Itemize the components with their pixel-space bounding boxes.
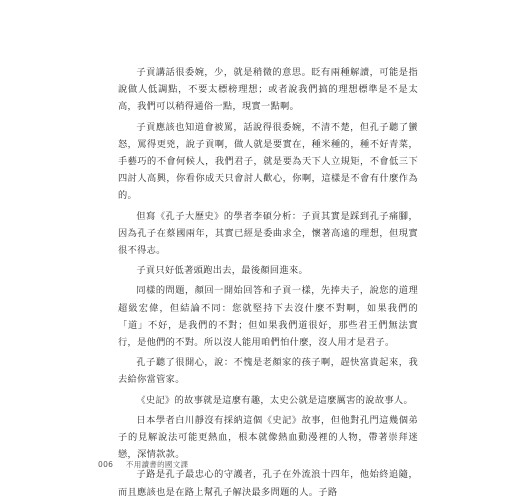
paragraph: 但寫《孔子大歷史》的學者李碩分析：子貢其實是踩到孔子痛腳，因為孔子在蔡國兩年，其實已經是委曲求全，懷著高遠的理想，但現實很不得志。 <box>118 210 418 257</box>
paragraph: 子路是孔子最忠心的守護者，孔子在外流浪十四年，他始終追隨，而且應該也是在路上幫孔子解決最多問題的人。子路 <box>118 469 418 498</box>
paragraph: 日本學者白川靜沒有採納這個《史記》故事，但他對孔門這幾個弟子的見解說法可能更熱血，根本就像熱血動漫裡的人物，帶著崇拜迷戀，深情款款。 <box>118 414 418 461</box>
page-number: 006 <box>98 460 114 469</box>
paragraph: 同樣的問題，顏回一開始回答和子貢一樣，先捧夫子，說您的道理超級宏偉，但結論不同：您就堅持下去沒什麼不對啊，如果我們的「道」不好，是我們的不對；但如果我們道很好，那些君王們無法實行，是他們的不對。所以沒人能用咱們怕什麼，沒人用才是君子。 <box>118 285 418 349</box>
page-footer <box>98 459 188 470</box>
book-title: 不用讀書的國文課 <box>125 460 189 469</box>
paragraph: 子貢只好低著頭跑出去，最後顏回進來。 <box>136 265 309 277</box>
paragraph: 孔子聽了很開心，說：不愧是老顏家的孩子啊，趕快富貴起來，我去給你當管家。 <box>118 357 418 386</box>
body-text <box>118 64 418 504</box>
paragraph: 子貢講話很委婉，少，就是稍微的意思。眨有兩種解讀，可能是指說做人低調點，不要太標榜理想；或者說我們搞的理想標準是不是太高，我們可以稍得通俗一點，現實一點啊。 <box>118 67 418 113</box>
paragraph: 《史記》的故事就是這麼有趣，太史公就是這麼厲害的說故事人。 <box>136 394 413 406</box>
paragraph: 子貢應該也知道會被罵，話說得很委婉，不清不楚，但孔子聽了蠻怒，罵得更兇，說子貢啊，做人就是要實在，種米種的，種不好青菜，手藝巧的不會何候人，我們君子，就是要為天下人立規矩，不會低三下四討人高興，你看你成天只會討人歡心，你啊，這樣是不會有什麼作為的。 <box>118 121 418 202</box>
